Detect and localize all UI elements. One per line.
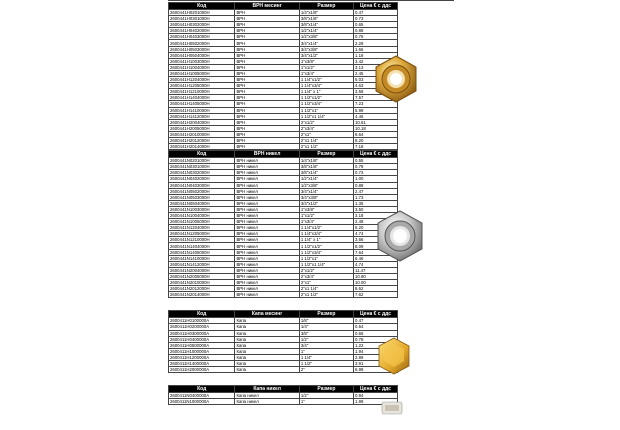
cell-size: 2"x1" [299,131,353,137]
cell-product: Капа [235,318,299,324]
nickel-reducer-photo [370,208,430,266]
cell-price: 3.91 [354,360,398,366]
cell-size: 1 1/2"x1 1/4" [299,113,353,119]
cell-size: 1 1/4"x1/2" [299,225,353,231]
cell-code: 2600441N0301000H [169,164,235,170]
table-header-row [169,151,398,158]
header-size: Размер [299,386,353,393]
cell-size: 3/8"x1/4" [299,170,353,176]
cell-price: 3.18 [354,213,398,219]
cell-size: 3/4"x1/4" [299,188,353,194]
cell-price: 7.64 [354,249,398,255]
cell-code: 2600441H1205000H [169,83,235,89]
cell-product: ВРН никел [235,206,299,212]
cell-size: 2"x3/4" [299,125,353,131]
cell-product: Капа [235,354,299,360]
cell-size: 1" [299,399,353,405]
cell-size: 1/4" [299,324,353,330]
cell-code: 2600441H2010000H [169,131,235,137]
table-nickel-reducers [168,150,398,298]
cell-product: ВРН [235,16,299,22]
cell-product: ВРН [235,52,299,58]
cell-size: 1"x3/8" [299,58,353,64]
cell-code: 2600441N1005000H [169,219,235,225]
table-row [169,292,398,298]
cell-price: 1.18 [354,52,398,58]
cell-code: 2600411N1000000A [169,399,235,405]
cell-product: ВРН никел [235,286,299,292]
cell-price: 10.61 [354,119,398,125]
cell-code: 2600411H2000000A [169,367,235,373]
section-nickel-caps [168,385,452,405]
cell-code: 2600411H1200000A [169,354,235,360]
cell-size: 1 1/4" [299,354,353,360]
cell-size: 2"x3/4" [299,273,353,279]
header-size: Размер [299,3,353,10]
cell-code: 2600441H0502000H [169,40,235,46]
cell-price: 0.55 [354,158,398,164]
cell-price: 0.73 [354,170,398,176]
header-price: Цена € с ддс [354,311,398,318]
cell-price: 0.79 [354,164,398,170]
cell-size: 1 1/2"x1 1/4" [299,261,353,267]
cell-product: ВРН никел [235,182,299,188]
cell-code: 2600441N1405000H [169,249,235,255]
cell-code: 2600441N1404000H [169,243,235,249]
cell-price: 5.20 [354,225,398,231]
cell-size: 1/2"x1/4" [299,176,353,182]
cell-size: 2"x1/2" [299,119,353,125]
cell-size: 1/2"x3/8" [299,34,353,40]
table-header-row [169,311,398,318]
cell-price: 1.73 [354,194,398,200]
cell-product: ВРН [235,89,299,95]
table-row [169,144,398,150]
cell-size: 2" [299,367,353,373]
cell-size: 2"x1" [299,280,353,286]
cell-price: 0.47 [354,318,398,324]
cell-code: 2600441H1412000H [169,113,235,119]
cell-code: 2600441N0402000H [169,176,235,182]
brass-reducer-photo [368,52,424,108]
cell-product: ВРН никел [235,249,299,255]
cell-price: 5.03 [354,77,398,83]
cell-price: 2.47 [354,188,398,194]
cell-product: ВРН никел [235,273,299,279]
cell-price: 4.74 [354,261,398,267]
cell-code: 2600441N0201000H [169,158,235,164]
cell-price: 0.47 [354,10,398,16]
cell-code: 2600441N0502000H [169,188,235,194]
cell-price: 0.94 [354,393,398,399]
cell-price: 4.46 [354,113,398,119]
cell-code: 2600411H0100000A [169,318,235,324]
cell-price: 3.42 [354,58,398,64]
cell-size: 1/2" [299,393,353,399]
cell-product: ВРН никел [235,213,299,219]
cell-product: ВРН [235,77,299,83]
cell-price: 8.09 [354,243,398,249]
cell-size: 1 1/4" x 1" [299,89,353,95]
cell-price: 11.47 [354,267,398,273]
cell-code: 2600441H1405000H [169,101,235,107]
cell-product: ВРН никел [235,280,299,286]
cell-price: 0.73 [354,16,398,22]
header-code: Код [169,311,235,318]
header-size: Размер [299,311,353,318]
cell-code: 2600441H1005000H [169,70,235,76]
cell-product: ВРН [235,34,299,40]
cell-code: 2600441N1412000H [169,261,235,267]
header-product: Капа месинг [235,311,299,318]
cell-product: Капа [235,342,299,348]
cell-size: 1"x1/2" [299,213,353,219]
cell-code: 2600441H0201000H [169,10,235,16]
cell-product: ВРН никел [235,255,299,261]
cell-price: 2.45 [354,70,398,76]
cell-product: ВРН [235,131,299,137]
cell-product: ВРН никел [235,231,299,237]
table-row [169,367,398,373]
cell-size: 3/8" [299,330,353,336]
cell-code: 2600441N1410000H [169,255,235,261]
header-price: Цена € с ддс [354,386,398,393]
cell-product: ВРН [235,125,299,131]
cell-code: 2600441N2010000H [169,280,235,286]
cell-price: 7.57 [354,95,398,101]
cell-code: 2600441H1404000H [169,95,235,101]
cell-code: 2600441H1410000H [169,107,235,113]
table-brass-caps [168,310,398,373]
brass-cap-photo [376,336,412,376]
cell-product: ВРН [235,137,299,143]
cell-code: 2600411H0400000A [169,336,235,342]
cell-product: ВРН никел [235,261,299,267]
cell-code: 2600411H1000000A [169,348,235,354]
cell-product: ВРН [235,10,299,16]
cell-code: 2600441N0503000H [169,194,235,200]
cell-size: 1 1/4"x1/2" [299,77,353,83]
cell-product: ВРН [235,64,299,70]
cell-product: ВРН [235,70,299,76]
cell-size: 1/8" [299,318,353,324]
cell-code: 2600441H0504000H [169,52,235,58]
cell-size: 1/4"x1/8" [299,158,353,164]
cell-size: 1" [299,348,353,354]
cell-price: 8.20 [354,137,398,143]
cell-code: 2600441N1003000H [169,206,235,212]
cell-price: 6.98 [354,367,398,373]
cell-size: 2"x1/2" [299,267,353,273]
header-code: Код [169,3,235,10]
cell-product: ВРН [235,46,299,52]
cell-price: 1.98 [354,399,398,405]
cell-price: 2.28 [354,40,398,46]
cell-product: ВРН никел [235,164,299,170]
cell-product: ВРН [235,101,299,107]
cell-size: 1 1/4" x 1" [299,237,353,243]
cell-product: ВРН никел [235,243,299,249]
header-price: Цена € с ддс [354,151,398,158]
table-header-row [169,386,398,393]
cell-product: ВРН никел [235,225,299,231]
cell-product: ВРН никел [235,219,299,225]
cell-code: 2600441H0302000H [169,22,235,28]
cell-price: 4.63 [354,83,398,89]
header-code: Код [169,151,235,158]
cell-code: 2600441H1003000H [169,58,235,64]
cell-size: 1 1/2"x1/2" [299,243,353,249]
cell-product: ВРН никел [235,194,299,200]
cell-size: 1"x1/2" [299,64,353,70]
cell-product: ВРН никел [235,200,299,206]
cell-price: 1.94 [354,348,398,354]
cell-code: 2600441H1004000H [169,64,235,70]
cell-code: 2600411N0400000A [169,393,235,399]
header-price: Цена € с ддс [354,3,398,10]
cell-price: 8.62 [354,286,398,292]
cell-product: ВРН никел [235,267,299,273]
cell-size: 1 1/2"x1" [299,255,353,261]
cell-price: 7.18 [354,144,398,150]
cell-code: 2600441H2005000H [169,125,235,131]
cell-price: 7.23 [354,101,398,107]
cell-size: 2"x1 1/2" [299,144,353,150]
header-product: Капа никел [235,386,299,393]
cell-code: 2600441N0302000H [169,170,235,176]
cell-size: 3/4"x1/2" [299,200,353,206]
cell-product: ВРН никел [235,170,299,176]
cell-price: 1.35 [354,200,398,206]
cell-code: 2600411H0200000A [169,324,235,330]
cell-code: 2600441N0403000H [169,182,235,188]
cell-size: 1/2"x3/8" [299,182,353,188]
cell-price: 8.64 [354,131,398,137]
cell-size: 3/4"x3/8" [299,46,353,52]
cell-code: 2600411H1400000A [169,360,235,366]
cell-size: 3/8"x1/8" [299,16,353,22]
cell-product: ВРН [235,113,299,119]
cell-product: Капа [235,360,299,366]
cell-code: 2600441N2014000H [169,292,235,298]
cell-product: Капа [235,367,299,373]
cell-size: 1/2"x1/4" [299,28,353,34]
cell-product: ВРН [235,144,299,150]
cell-price: 0.88 [354,28,398,34]
cell-size: 3/4"x1/2" [299,52,353,58]
cell-size: 3/4" [299,342,353,348]
cell-size: 3/4"x3/8" [299,194,353,200]
cell-size: 1 1/4"x3/4" [299,231,353,237]
cell-code: 2600441H1204000H [169,77,235,83]
cell-product: Капа никел [235,393,299,399]
cell-size: 1/4"x1/8" [299,10,353,16]
cell-price: 0.54 [354,324,398,330]
table-row [169,399,398,405]
cell-product: Капа [235,330,299,336]
cell-product: ВРН [235,119,299,125]
cell-size: 1 1/2"x3/4" [299,249,353,255]
header-product: ВРН никел [235,151,299,158]
cell-price: 10.00 [354,280,398,286]
cell-product: ВРН [235,58,299,64]
cell-product: Капа [235,348,299,354]
cell-code: 2600441N2005000H [169,273,235,279]
cell-code: 2600441N2012000H [169,286,235,292]
cell-product: ВРН [235,22,299,28]
cell-price: 5.98 [354,107,398,113]
cell-price: 0.65 [354,22,398,28]
cell-code: 2600441H2012000H [169,137,235,143]
cell-code: 2600441H1210000H [169,89,235,95]
cell-product: ВРН никел [235,188,299,194]
cell-code: 2600411H0500000A [169,342,235,348]
cell-price: 3.66 [354,237,398,243]
cell-code: 2600441H0301000H [169,16,235,22]
cell-price: 3.13 [354,64,398,70]
cell-code: 2600441N0504000H [169,200,235,206]
cell-code: 2600411H0300000A [169,330,235,336]
cell-product: Капа [235,324,299,330]
cell-price: 0.65 [354,330,398,336]
cell-size: 1"x3/8" [299,206,353,212]
cell-product: Капа никел [235,399,299,405]
header-product: ВРН месинг [235,3,299,10]
table-header-row [169,3,398,10]
section-spacer [168,298,452,310]
nickel-cap-photo [381,401,403,415]
cell-product: ВРН [235,28,299,34]
cell-price: 4.74 [354,231,398,237]
cell-size: 3/8"x1/8" [299,164,353,170]
cell-size: 2"x1 1/4" [299,286,353,292]
cell-product: ВРН [235,95,299,101]
cell-size: 2"x1 1/4" [299,137,353,143]
cell-size: 1/2" [299,336,353,342]
cell-code: 2600441N1004000H [169,213,235,219]
cell-size: 1 1/2"x1/2" [299,95,353,101]
cell-code: 2600441H0503000H [169,46,235,52]
cell-price: 2.89 [354,354,398,360]
cell-product: ВРН никел [235,158,299,164]
header-code: Код [169,386,235,393]
cell-code: 2600441H2014000H [169,144,235,150]
cell-size: 1 1/4"x3/4" [299,83,353,89]
cell-size: 1 1/2"x1" [299,107,353,113]
cell-size: 1 1/2" [299,360,353,366]
header-size: Размер [299,151,353,158]
cell-price: 10.18 [354,125,398,131]
cell-code: 2600441N1210000H [169,237,235,243]
cell-size: 1"x3/4" [299,219,353,225]
cell-size: 3/4"x1/4" [299,40,353,46]
cell-product: ВРН никел [235,292,299,298]
cell-code: 2600441H0403000H [169,34,235,40]
cell-product: ВРН [235,107,299,113]
cell-code: 2600441H0402000H [169,28,235,34]
cell-price: 0.78 [354,336,398,342]
cell-size: 1 1/2"x3/4" [299,101,353,107]
table-nickel-caps [168,385,398,405]
cell-price: 0.76 [354,34,398,40]
cell-price: 2.48 [354,219,398,225]
cell-price: 0.88 [354,182,398,188]
cell-price: 3.58 [354,89,398,95]
cell-product: ВРН никел [235,176,299,182]
cell-product: Капа [235,336,299,342]
cell-price: 10.90 [354,273,398,279]
cell-price: 1.00 [354,176,398,182]
cell-product: ВРН [235,83,299,89]
cell-code: 2600441N2004000H [169,267,235,273]
cell-product: ВРН [235,40,299,46]
cell-price: 1.22 [354,342,398,348]
cell-product: ВРН никел [235,237,299,243]
cell-price: 3.50 [354,206,398,212]
cell-price: 7.62 [354,292,398,298]
cell-size: 1"x3/4" [299,70,353,76]
cell-code: 2600441N1204000H [169,225,235,231]
cell-code: 2600441N1205000H [169,231,235,237]
cell-price: 1.66 [354,46,398,52]
cell-size: 2"x1 1/2" [299,292,353,298]
cell-price: 6.46 [354,255,398,261]
table-brass-reducers [168,2,398,150]
cell-code: 2600441H2004000H [169,119,235,125]
cell-size: 3/8"x1/4" [299,22,353,28]
